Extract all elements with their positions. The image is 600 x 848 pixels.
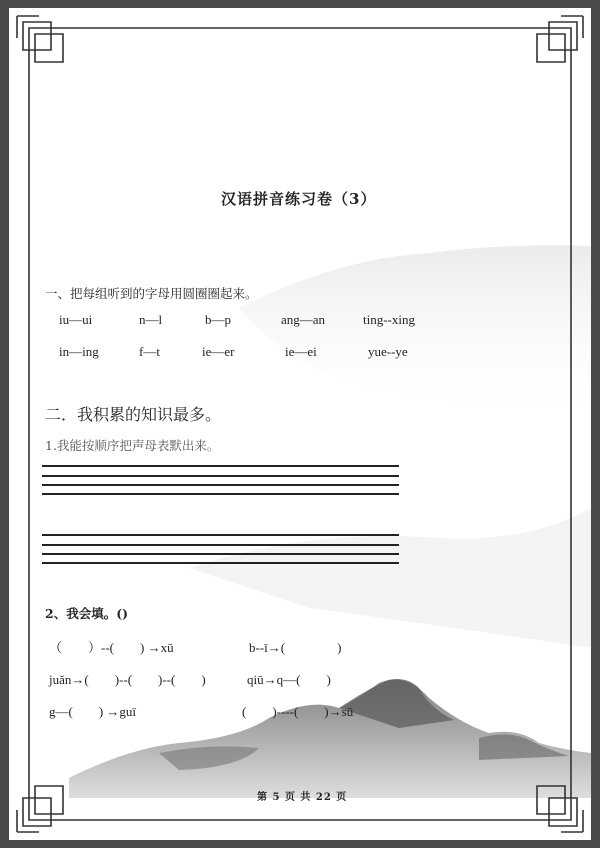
- pair-item: n—l: [139, 312, 163, 327]
- pair-item: ie—ei: [285, 344, 317, 359]
- fill-blank-item: g—( ) →guī: [49, 704, 137, 719]
- pair-item: ting--xing: [363, 312, 415, 327]
- pair-item: ie—er: [202, 344, 235, 359]
- writing-line: [42, 562, 399, 564]
- fill-blank-item: （ ）--( ) →xū: [49, 640, 174, 655]
- section2-heading: 二．我积累的知识最多。: [45, 405, 222, 424]
- pair-item: yue--ye: [368, 344, 408, 359]
- writing-line: [42, 544, 399, 546]
- writing-line: [42, 484, 399, 486]
- question2-text: 2、我会填。(): [45, 606, 129, 621]
- fill-blank-item: ( )----( )→sū: [242, 704, 354, 719]
- fill-blank-item: qiū→q—( ): [247, 672, 331, 687]
- question1-text: 1.我能按顺序把声母表默出来。: [45, 438, 220, 453]
- worksheet-page: [9, 8, 591, 840]
- pair-item: b—p: [205, 312, 231, 327]
- writing-line: [42, 475, 399, 477]
- section1-heading: 一、把每组听到的字母用圆圈圈起来。: [45, 286, 258, 301]
- pair-item: ang—an: [281, 312, 326, 327]
- writing-line: [42, 553, 399, 555]
- worksheet-title: 汉语拼音练习卷（3）: [221, 190, 377, 208]
- pair-item: f—t: [139, 344, 160, 359]
- page-number: 第 5 页 共 22 页: [257, 792, 348, 803]
- writing-line: [42, 534, 399, 536]
- fill-blank-item: juǎn→( )--( )--( ): [49, 672, 206, 687]
- writing-line: [42, 465, 399, 467]
- pair-item: in—ing: [59, 344, 99, 359]
- fill-blank-item: b--ī→( ): [249, 640, 342, 655]
- writing-line: [42, 493, 399, 495]
- pair-item: iu—ui: [59, 312, 93, 327]
